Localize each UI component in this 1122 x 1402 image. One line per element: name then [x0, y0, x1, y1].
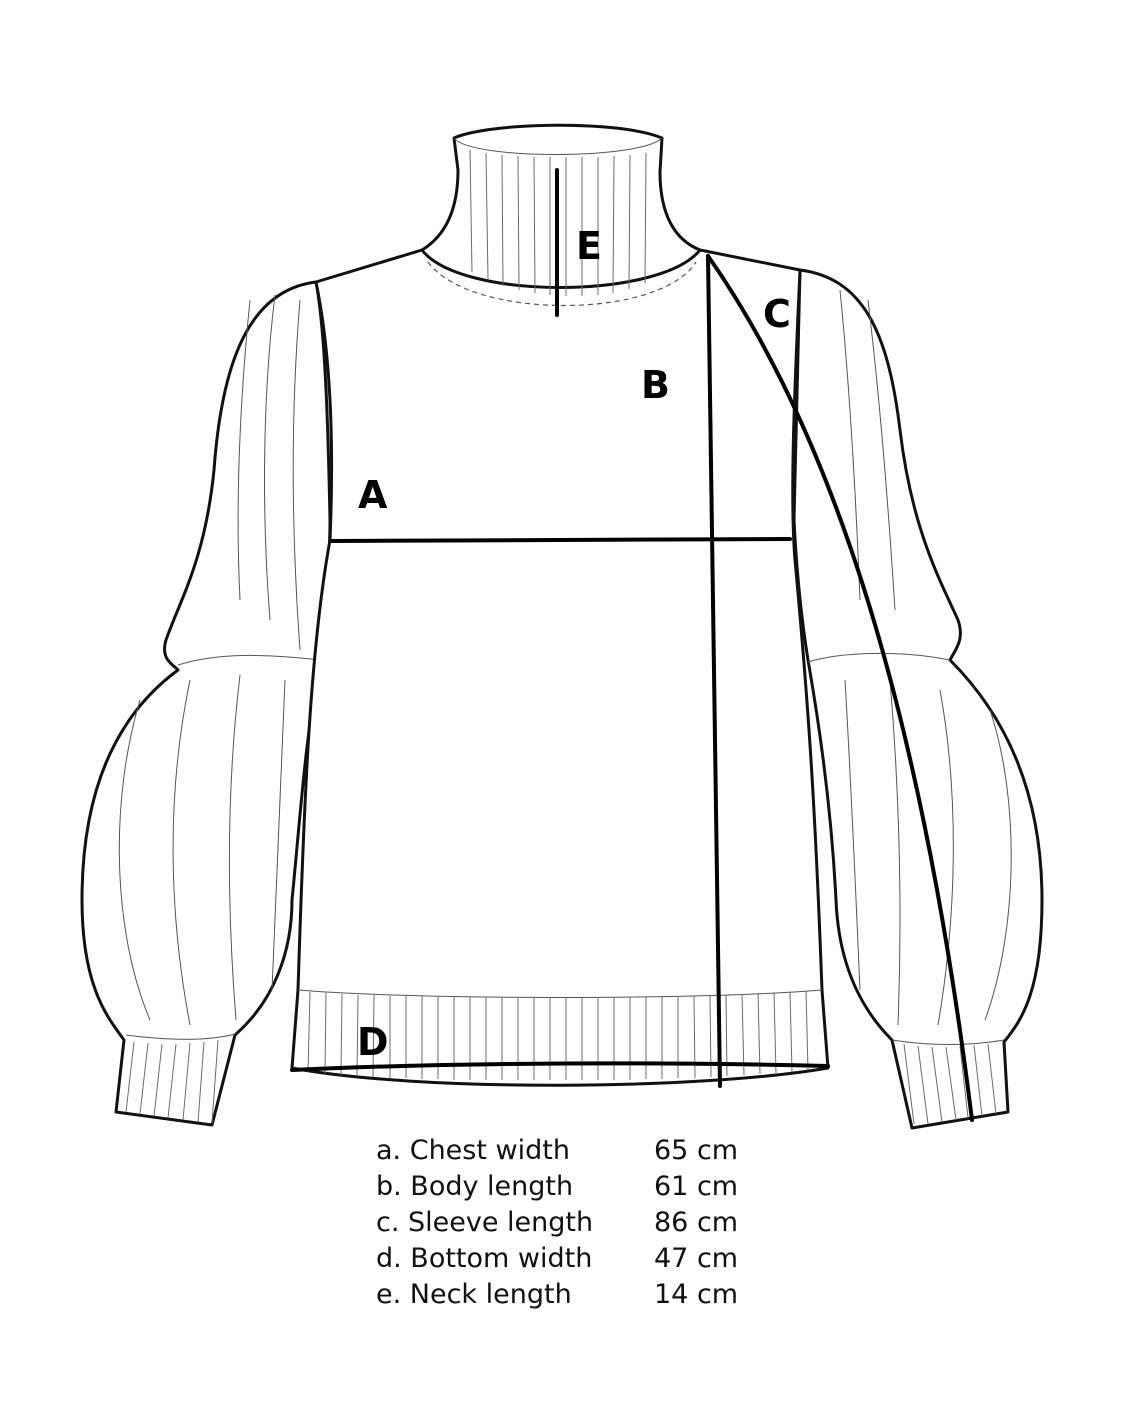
size-label: a. Chest width	[376, 1135, 570, 1166]
size-row-neck-length	[376, 1277, 796, 1313]
marker-c: C	[763, 292, 791, 336]
marker-d: D	[357, 1020, 389, 1064]
size-value: 47 cm	[654, 1243, 739, 1274]
size-label: d. Bottom width	[376, 1243, 593, 1274]
size-label: e. Neck length	[376, 1279, 572, 1310]
size-row-body-length	[376, 1169, 796, 1205]
size-row-bottom-width	[376, 1241, 796, 1277]
size-value: 14 cm	[654, 1279, 739, 1310]
size-label: c. Sleeve length	[376, 1207, 594, 1238]
size-value: 65 cm	[654, 1135, 739, 1166]
size-value: 86 cm	[654, 1207, 739, 1238]
size-label: b. Body length	[376, 1171, 574, 1202]
right-sleeve	[794, 270, 1042, 1128]
measure-line-a-chest	[332, 539, 790, 541]
marker-b: B	[641, 363, 670, 407]
size-value: 61 cm	[654, 1171, 739, 1202]
size-row-chest-width	[376, 1133, 796, 1169]
left-sleeve	[82, 282, 330, 1125]
body	[292, 250, 828, 1085]
marker-e: E	[576, 224, 602, 268]
marker-a: A	[358, 473, 388, 517]
size-row-sleeve-length	[376, 1205, 796, 1241]
size-table	[376, 1133, 796, 1313]
